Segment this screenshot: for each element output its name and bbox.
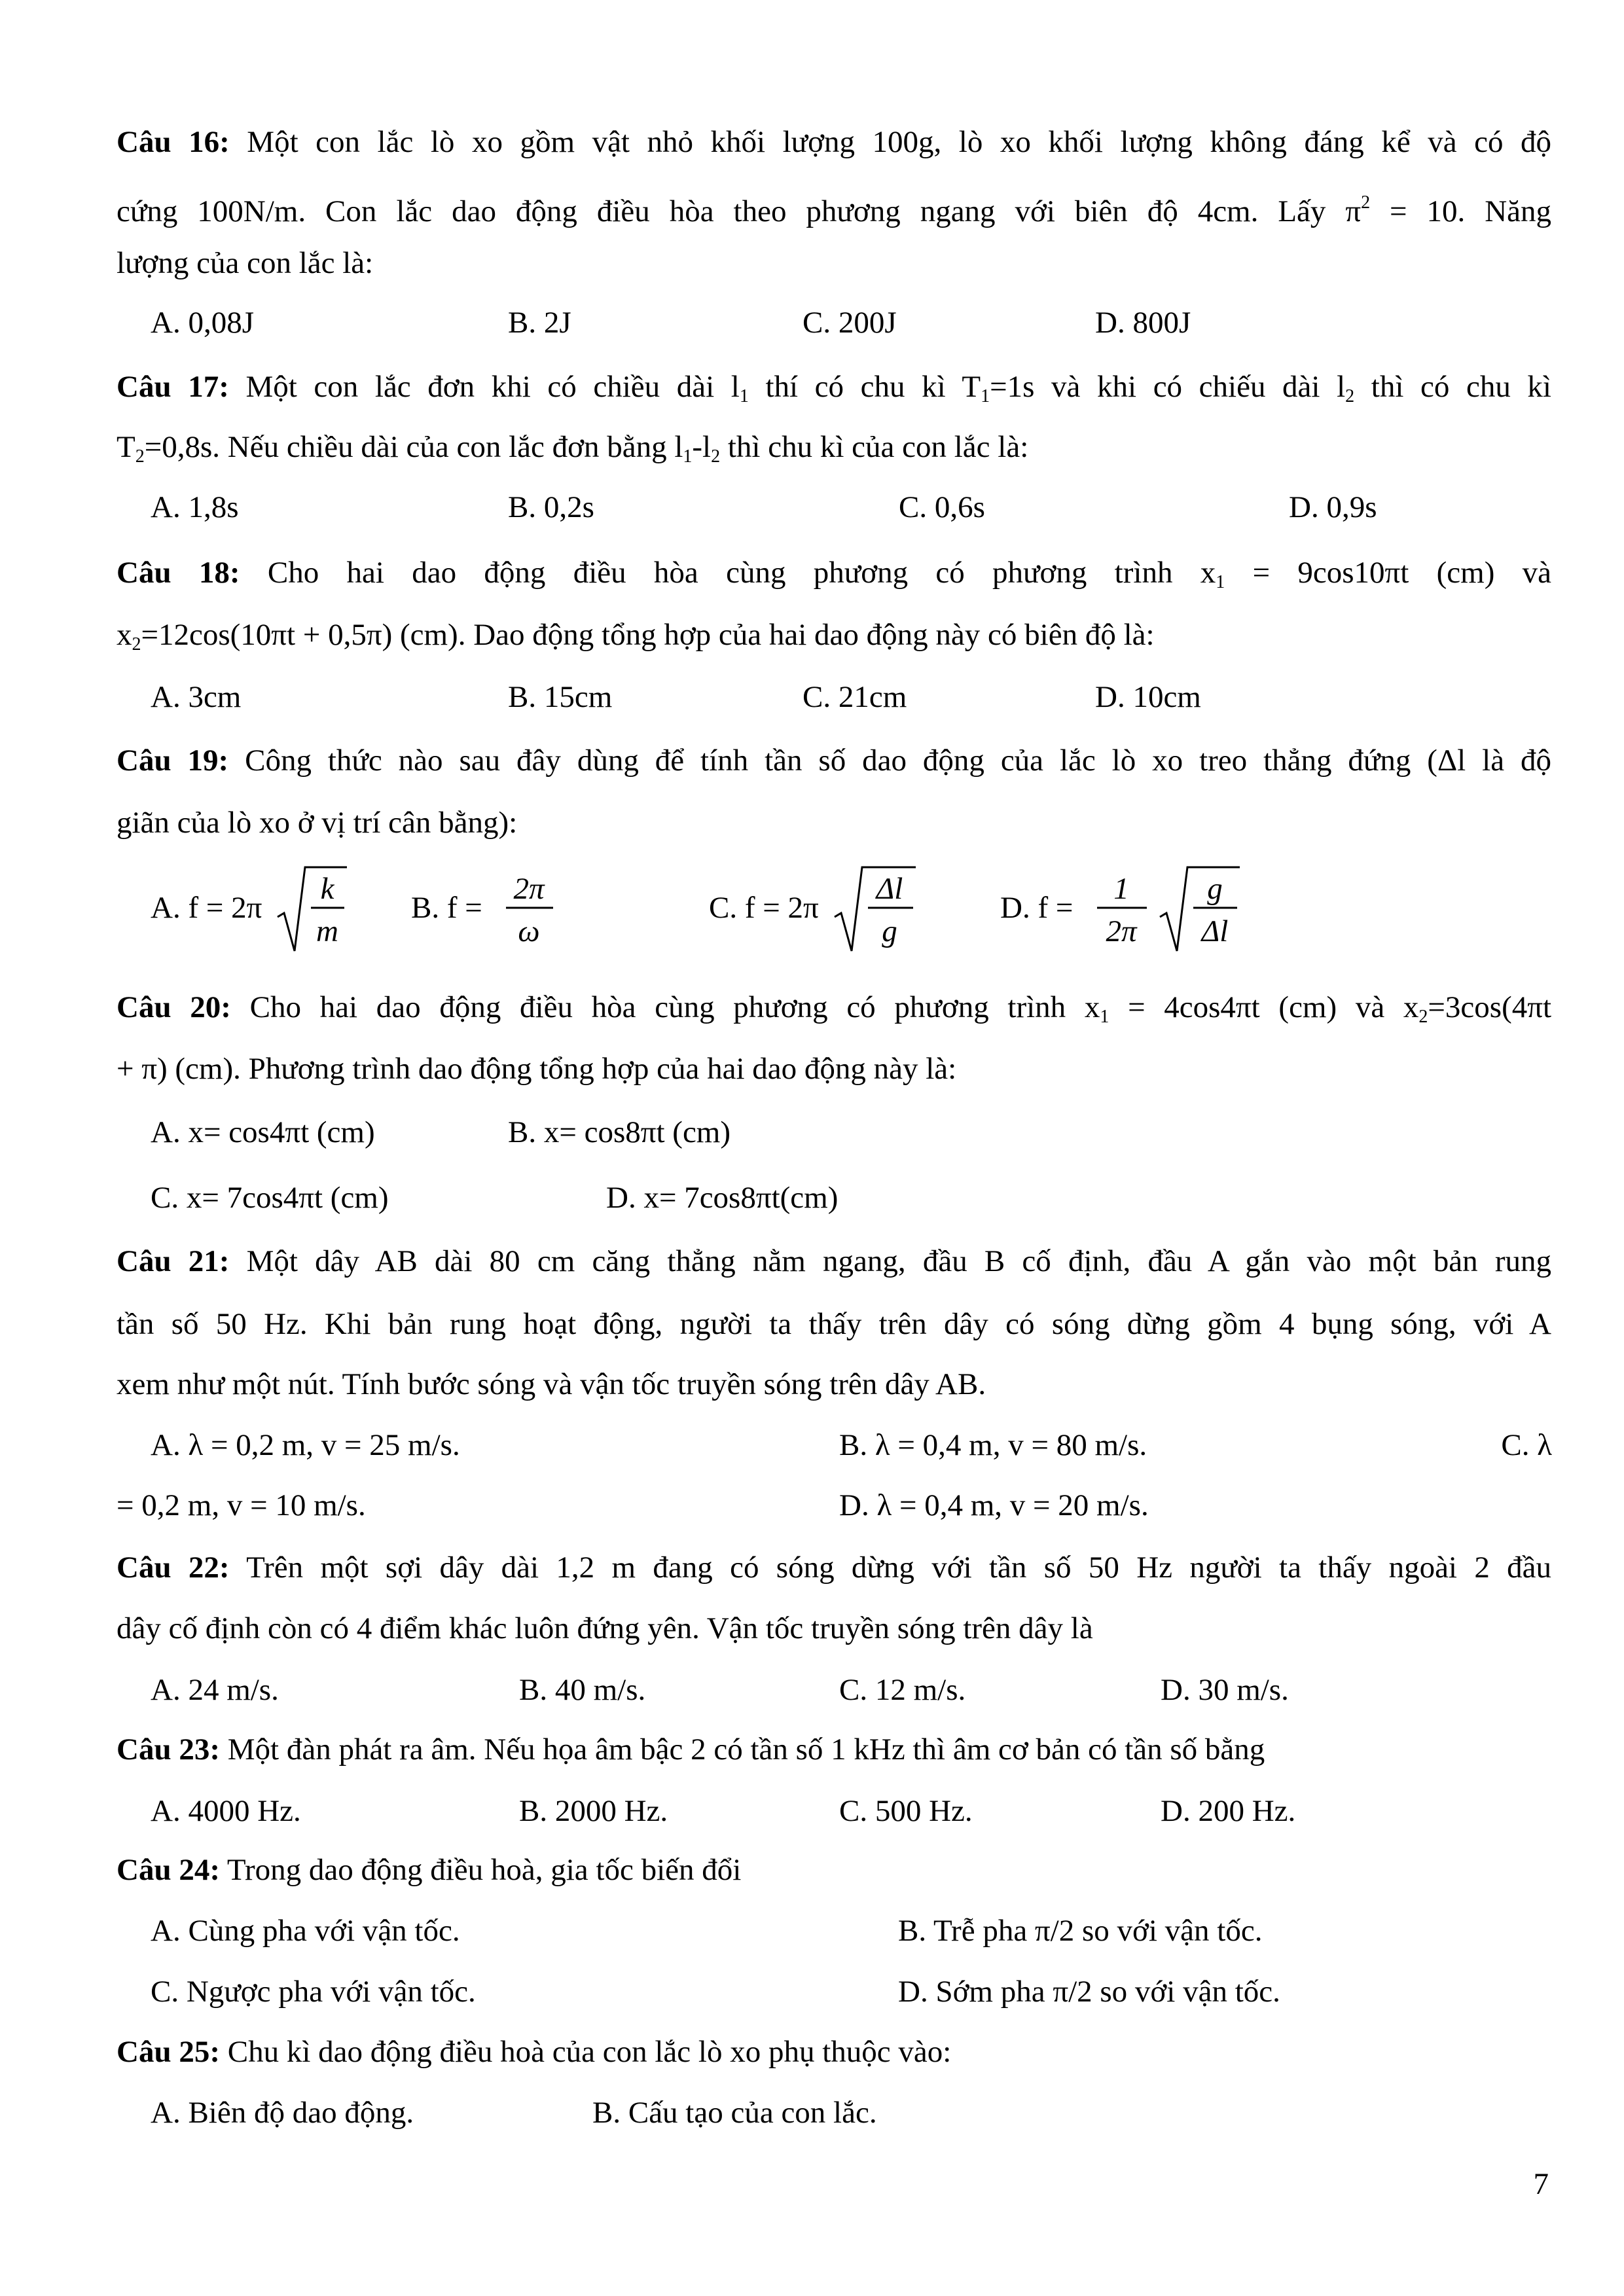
- q17-s4: 2: [135, 446, 145, 467]
- q21-option-c-end: = 0,2 m, v = 10 m/s.: [117, 1488, 366, 1522]
- q19-option-a: [151, 854, 360, 959]
- q17-s5: 1: [683, 446, 693, 467]
- q24-text-1: Trong dao động điều hoà, gia tốc biến đổi: [226, 1853, 742, 1887]
- q20-option-c: C. x= 7cos4πt (cm): [151, 1181, 389, 1215]
- q19-option-a-formula: [275, 854, 353, 959]
- q25-option-b: B. Cấu tạo của con lắc.: [592, 2096, 877, 2130]
- q20-t2: = 4cos4πt (cm) và x: [1109, 990, 1419, 1024]
- q19-option-b: [411, 854, 568, 959]
- q22-label: Câu 22:: [117, 1551, 230, 1585]
- q18-t4: =12cos(10πt + 0,5π) (cm). Dao động tổng hợp của hai dao động này có biên độ là:: [141, 618, 1155, 652]
- q17-t4: thì có chu kì: [1354, 370, 1551, 404]
- q19-option-b-label: B. f =: [411, 891, 482, 925]
- q22-option-d: D. 30 m/s.: [1161, 1673, 1289, 1707]
- q18-option-d: D. 10cm: [1095, 680, 1201, 714]
- q18-option-a: A. 3cm: [151, 680, 242, 714]
- q24-option-a: A. Cùng pha với vận tốc.: [151, 1914, 460, 1948]
- q16-line-3: lượng của con lắc là:: [117, 246, 374, 280]
- sqrt-sign-icon: [835, 867, 916, 951]
- q21-option-b: B. λ = 0,4 m, v = 80 m/s.: [839, 1428, 1147, 1462]
- q21-line-3: xem như một nút. Tính bước sóng và vận tốc truyền sóng trên dây AB.: [117, 1367, 986, 1401]
- q16-text-2a: cứng 100N/m. Con lắc dao động điều hòa theo phương ngang với biên độ 4cm. Lấy π: [117, 194, 1362, 228]
- q18-s2: 2: [132, 634, 141, 655]
- q16-option-b: B. 2J: [508, 306, 571, 340]
- q20-s2: 2: [1418, 1007, 1428, 1027]
- q24-label: Câu 24:: [117, 1853, 220, 1887]
- q16-option-a: A. 0,08J: [151, 306, 254, 340]
- q19-option-c-label: C. f = 2π: [709, 891, 819, 925]
- q22-text-1: Trên một sợi dây dài 1,2 m đang có sóng dừng với tần số 50 Hz người ta thấy ngoài 2 đầu: [246, 1551, 1552, 1585]
- q19-option-d-label: D. f =: [1000, 891, 1074, 925]
- q23-option-c: C. 500 Hz.: [839, 1794, 973, 1828]
- q19-line-2: giãn của lò xo ở vị trí cân bằng):: [117, 806, 518, 840]
- q18-line-1: [117, 543, 1551, 602]
- q19-d-numerator-2: g: [1207, 872, 1223, 906]
- q19-option-d-formula: [1092, 854, 1255, 959]
- page-number: 7: [1533, 2167, 1549, 2201]
- q20-label: Câu 20:: [117, 990, 231, 1024]
- q18-option-b: B. 15cm: [508, 680, 613, 714]
- q20-line-1: [117, 978, 1551, 1037]
- q17-option-c: C. 0,6s: [899, 490, 985, 524]
- q22-option-a: A. 24 m/s.: [151, 1673, 279, 1707]
- q19-option-c: [709, 854, 945, 959]
- q21-line-1: [117, 1232, 1551, 1291]
- q16-text-2b: = 10. Năng: [1370, 194, 1551, 228]
- q24-line-1: [117, 1840, 1551, 1899]
- q18-s1: 1: [1216, 572, 1225, 592]
- q23-option-b: B. 2000 Hz.: [519, 1794, 668, 1828]
- q17-s3: 2: [1345, 386, 1355, 406]
- q19-line-1: [117, 731, 1551, 790]
- q20-option-b: B. x= cos8πt (cm): [508, 1115, 731, 1149]
- q19-label: Câu 19:: [117, 744, 229, 778]
- q22-option-b: B. 40 m/s.: [519, 1673, 646, 1707]
- q16-label: Câu 16:: [117, 125, 230, 159]
- q16-text-1: Một con lắc lò xo gồm vật nhỏ khối lượng 100g, lò xo khối lượng không đáng kể và có độ: [247, 125, 1552, 159]
- q19-b-numerator: 2π: [513, 872, 545, 906]
- q19-text-1: Công thức nào sau đây dùng để tính tần số dao động của lắc lò xo treo thẳng đứng (Δl là độ: [245, 744, 1552, 778]
- q17-t5: T: [117, 430, 135, 464]
- q23-text-1: Một đàn phát ra âm. Nếu họa âm bậc 2 có tần số 1 kHz thì âm cơ bản có tần số bằng: [227, 1732, 1265, 1767]
- q21-option-c-start: C. λ: [1501, 1428, 1552, 1462]
- q20-t1: Cho hai dao động điều hòa cùng phương có phương trình x: [249, 990, 1100, 1024]
- q23-option-a: A. 4000 Hz.: [151, 1794, 301, 1828]
- q19-a-numerator: k: [320, 872, 334, 906]
- q20-t3: =3cos(4πt: [1428, 990, 1552, 1024]
- q19-option-b-formula: [499, 854, 565, 959]
- q19-a-denominator: m: [316, 914, 338, 948]
- q17-line-2: [117, 418, 1551, 476]
- q19-option-a-label: A. f = 2π: [151, 891, 262, 925]
- q21-label: Câu 21:: [117, 1244, 230, 1278]
- q22-line-1: [117, 1538, 1551, 1597]
- q22-line-2: dây cố định còn có 4 điểm khác luôn đứng yên. Vận tốc truyền sóng trên dây là: [117, 1611, 1093, 1645]
- q19-option-c-formula: [832, 854, 930, 959]
- q18-line-2: [117, 605, 1551, 664]
- q23-label: Câu 23:: [117, 1732, 220, 1767]
- q18-t1: Cho hai dao động điều hòa cùng phương có phương trình x: [267, 556, 1216, 590]
- q16-line-2: [117, 173, 1551, 232]
- q18-label: Câu 18:: [117, 556, 240, 590]
- q17-s6: 2: [711, 446, 721, 467]
- q24-option-d: D. Sớm pha π/2 so với vận tốc.: [898, 1975, 1280, 2009]
- q16-option-d: D. 800J: [1095, 306, 1191, 340]
- q21-line-2: tần số 50 Hz. Khi bản rung hoạt động, người ta thấy trên dây có sóng dừng gồm 4 bụng sóng, với A: [117, 1307, 1551, 1341]
- q21-option-d: D. λ = 0,4 m, v = 20 m/s.: [839, 1488, 1149, 1522]
- q18-option-c: C. 21cm: [803, 680, 907, 714]
- q23-line-1: [117, 1720, 1551, 1779]
- q24-option-b: B. Trễ pha π/2 so với vận tốc.: [898, 1914, 1263, 1948]
- q19-c-numerator: Δl: [876, 872, 903, 906]
- q16-option-c: C. 200J: [803, 306, 897, 340]
- q20-option-a: A. x= cos4πt (cm): [151, 1115, 375, 1149]
- q19-option-d: [1000, 854, 1275, 959]
- q19-b-denominator: ω: [518, 914, 540, 948]
- q19-c-denominator: g: [882, 914, 897, 948]
- q23-option-d: D. 200 Hz.: [1161, 1794, 1296, 1828]
- q17-t3: =1s và khi có chiếu dài l: [990, 370, 1346, 404]
- q25-label: Câu 25:: [117, 2035, 220, 2069]
- q18-t3: x: [117, 618, 132, 652]
- q21-option-a: A. λ = 0,2 m, v = 25 m/s.: [151, 1428, 460, 1462]
- q17-t8: thì chu kì của con lắc là:: [720, 430, 1029, 464]
- q17-t6: =0,8s. Nếu chiều dài của con lắc đơn bằng l: [144, 430, 683, 464]
- q17-line-1: [117, 357, 1551, 416]
- q19-d-numerator-1: 1: [1113, 872, 1129, 906]
- q25-line-1: [117, 2022, 1551, 2081]
- q17-option-d: D. 0,9s: [1289, 490, 1377, 524]
- q20-option-d: D. x= 7cos8πt(cm): [606, 1181, 839, 1215]
- q16-sup: 2: [1361, 192, 1371, 213]
- q17-s1: 1: [739, 386, 749, 406]
- q22-option-c: C. 12 m/s.: [839, 1673, 966, 1707]
- q17-s2: 1: [981, 386, 990, 406]
- q17-t7: -l: [692, 430, 712, 464]
- q18-t2: = 9cos10πt (cm) và: [1225, 556, 1552, 590]
- q17-option-a: A. 1,8s: [151, 490, 239, 524]
- q17-label: Câu 17:: [117, 370, 229, 404]
- q17-t2: thí có chu kì T: [748, 370, 981, 404]
- q20-s1: 1: [1100, 1007, 1110, 1027]
- q19-d-denominator-2: Δl: [1201, 914, 1229, 948]
- q19-d-denominator-1: 2π: [1106, 914, 1137, 948]
- q24-option-c: C. Ngược pha với vận tốc.: [151, 1975, 476, 2009]
- q25-text-1: Chu kì dao động điều hoà của con lắc lò xo phụ thuộc vào:: [227, 2035, 952, 2069]
- q20-line-2: + π) (cm). Phương trình dao động tổng hợp của hai dao động này là:: [117, 1052, 957, 1086]
- q25-option-a: A. Biên độ dao động.: [151, 2096, 414, 2130]
- q21-text-1: Một dây AB dài 80 cm căng thẳng nằm ngang, đầu B cố định, đầu A gắn vào một bản rung: [246, 1244, 1552, 1278]
- q16-line-1: [117, 113, 1551, 171]
- q17-option-b: B. 0,2s: [508, 490, 594, 524]
- q17-t1: Một con lắc đơn khi có chiều dài l: [245, 370, 740, 404]
